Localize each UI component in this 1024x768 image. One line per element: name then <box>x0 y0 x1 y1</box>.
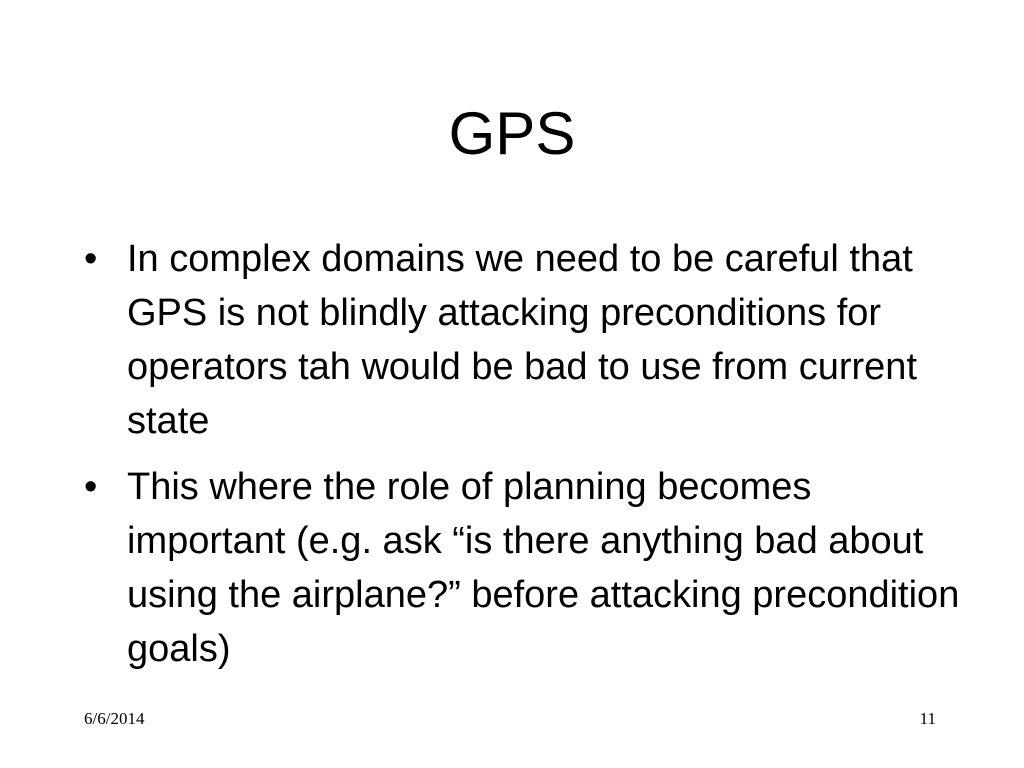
bullet-marker: • <box>84 466 98 508</box>
bullet-text: This where the role of planning becomes important (e.g. ask “is there anything bad about using the airplane?” before attacking precondition goals) <box>127 466 960 670</box>
bullet-item <box>84 232 964 448</box>
bullet-marker: • <box>84 238 98 280</box>
slide-title: GPS <box>448 100 576 167</box>
bullet-text: In complex domains we need to be careful that GPS is not blindly attacking preconditions for operators tah would be bad to use from current state <box>127 238 918 442</box>
footer-date: 6/6/2014 <box>84 709 145 728</box>
page-number: 11 <box>919 709 936 728</box>
bullet-list <box>84 232 964 676</box>
bullet-item <box>84 460 964 676</box>
